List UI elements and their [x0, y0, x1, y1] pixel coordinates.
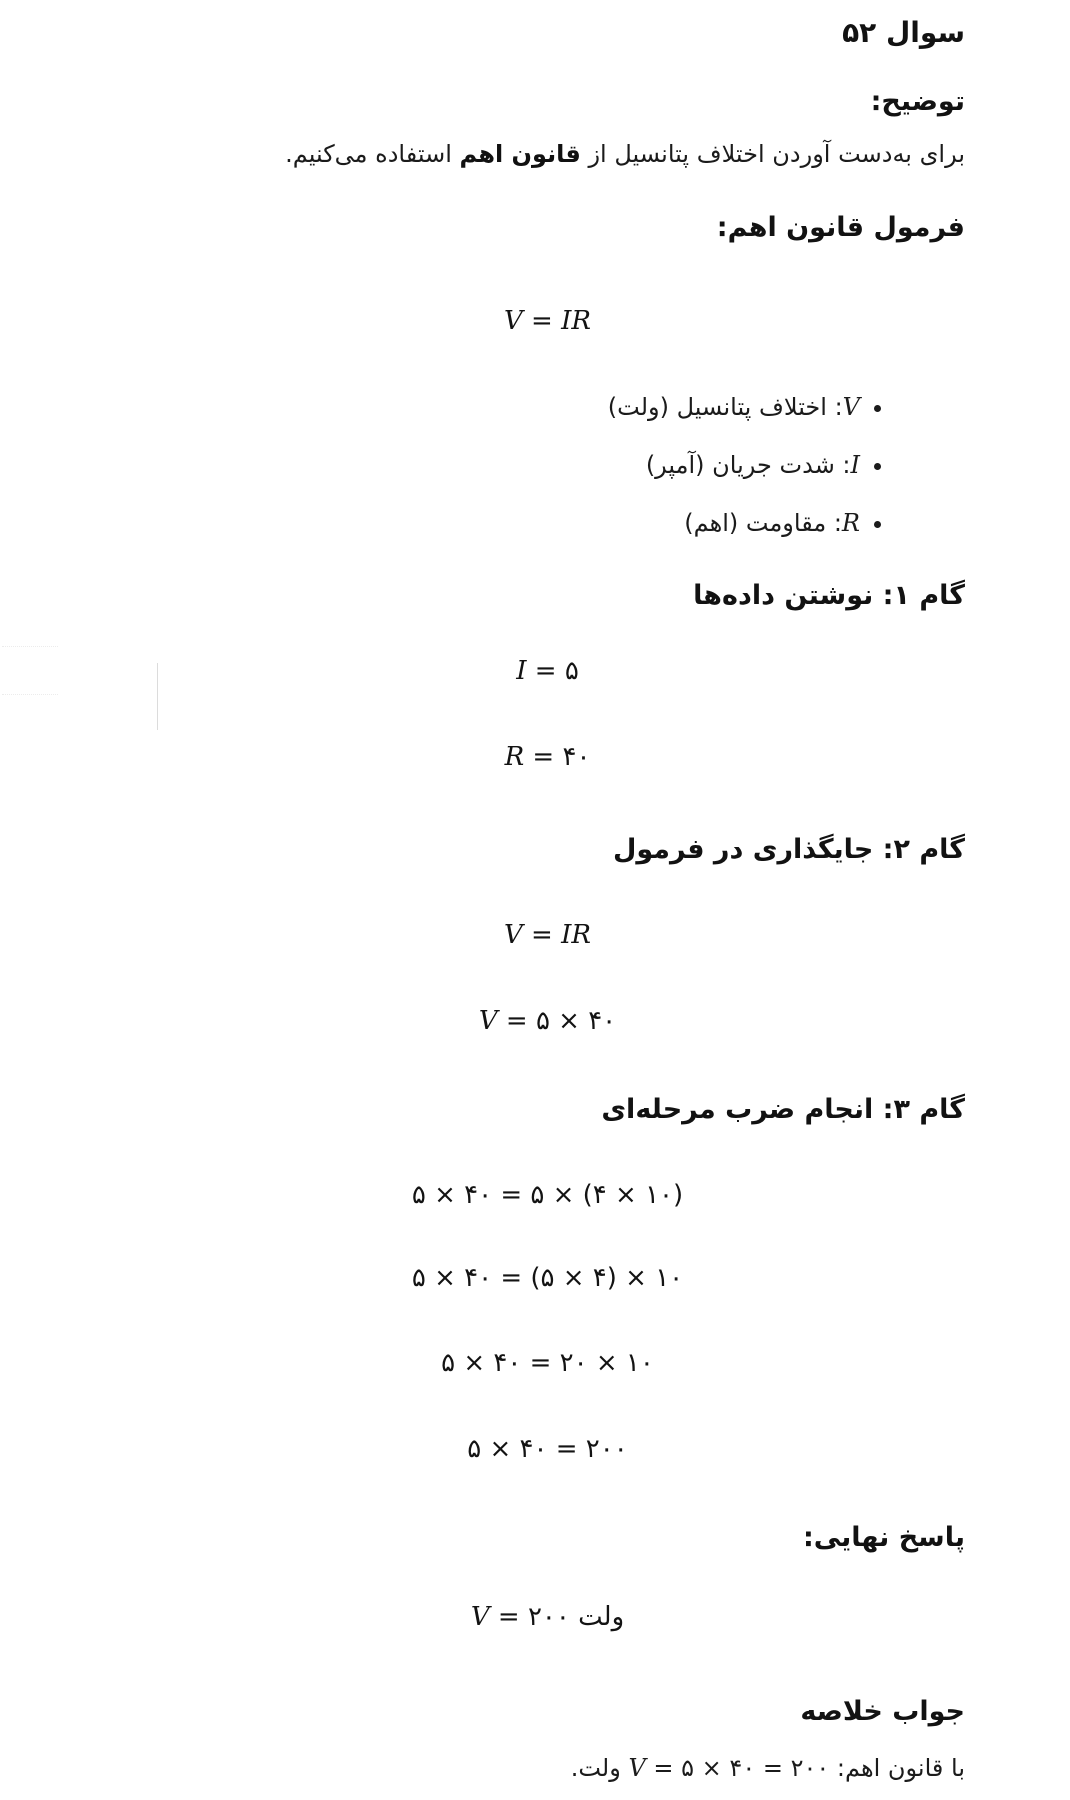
- variable-item-r: [90, 506, 860, 540]
- math-value-5x40: ۵ × ۴۰: [535, 1006, 617, 1036]
- step3-heading: گام ۳: انجام ضرب مرحله‌ای: [601, 1094, 965, 1125]
- equation-step-3: ۵ × ۴۰ = ۲۰ × ۱۰: [441, 1348, 654, 1378]
- summary-suffix: ولت.: [570, 1754, 629, 1782]
- final-answer-heading: پاسخ نهایی:: [802, 1522, 965, 1553]
- variable-description-r: : مقاومت (اهم): [684, 509, 842, 537]
- math-var-v: V: [504, 306, 523, 336]
- variable-description-i: : شدت جریان (آمپر): [645, 451, 851, 479]
- variable-symbol-r: R: [841, 509, 860, 537]
- formula-heading: فرمول قانون اهم:: [716, 212, 965, 243]
- ohm-law-bold-term: قانون اهم: [459, 140, 581, 168]
- equation-formula-repeat: [130, 920, 965, 950]
- math-equals: =: [526, 656, 565, 686]
- scan-artifact-line-top: [2, 646, 58, 647]
- formula-display-v-ir: [130, 306, 965, 336]
- math-var-ir: IR: [561, 306, 591, 336]
- math-var-i: I: [516, 656, 527, 686]
- equation-substitution: [130, 1006, 965, 1036]
- explanation-heading: توضیح:: [870, 86, 965, 117]
- variable-item-i: [90, 448, 860, 482]
- math-equals: =: [522, 306, 562, 336]
- page-title: سوال ۵۲: [842, 16, 965, 49]
- variable-symbol-v: V: [842, 393, 860, 421]
- math-var-v: V: [628, 1754, 646, 1782]
- explanation-text-post: استفاده می‌کنیم.: [285, 140, 460, 168]
- variable-item-v: [90, 390, 860, 424]
- math-var-r: R: [504, 742, 525, 772]
- math-equals: =: [522, 920, 562, 950]
- equation-step-4: ۵ × ۴۰ = ۲۰۰: [467, 1434, 628, 1464]
- math-equals: =: [489, 1602, 528, 1632]
- math-var-v: V: [470, 1602, 490, 1632]
- explanation-text-pre: برای به‌دست آوردن اختلاف پتانسیل از: [580, 140, 965, 168]
- equation-step-2: ۵ × ۴۰ = (۵ × ۴) × ۱۰: [411, 1263, 684, 1293]
- summary-line: [90, 1752, 965, 1784]
- variable-description-v: : اختلاف پتانسیل (ولت): [607, 393, 843, 421]
- math-value-200-volt: ۲۰۰ ولت: [527, 1602, 625, 1632]
- math-value-5: ۵: [564, 656, 579, 686]
- final-answer-equation: [130, 1602, 965, 1632]
- equation-current: [130, 656, 965, 686]
- math-equals: =: [524, 742, 563, 772]
- math-var-ir: IR: [561, 920, 591, 950]
- equation-resistance: [130, 742, 965, 772]
- math-equals: =: [497, 1006, 536, 1036]
- step1-heading: گام ۱: نوشتن داده‌ها: [693, 580, 965, 611]
- summary-math-rest: = ۵ × ۴۰ = ۲۰۰: [645, 1754, 830, 1782]
- equation-step-1: ۵ × ۴۰ = ۵ × (۴ × ۱۰): [411, 1180, 684, 1210]
- math-value-40: ۴۰: [562, 742, 591, 772]
- summary-heading: جواب خلاصه: [800, 1696, 965, 1727]
- math-var-v: V: [478, 1006, 498, 1036]
- step2-heading: گام ۲: جایگذاری در فرمول: [612, 834, 965, 865]
- summary-prefix: با قانون اهم:: [829, 1754, 965, 1782]
- variable-symbol-i: I: [850, 451, 860, 479]
- explanation-paragraph: [90, 138, 965, 170]
- scan-artifact-line-bottom: [2, 694, 58, 695]
- variable-list: [90, 390, 965, 540]
- summary-math: [628, 1754, 829, 1782]
- math-var-v: V: [504, 920, 523, 950]
- scan-artifact-line-vertical: [157, 663, 158, 730]
